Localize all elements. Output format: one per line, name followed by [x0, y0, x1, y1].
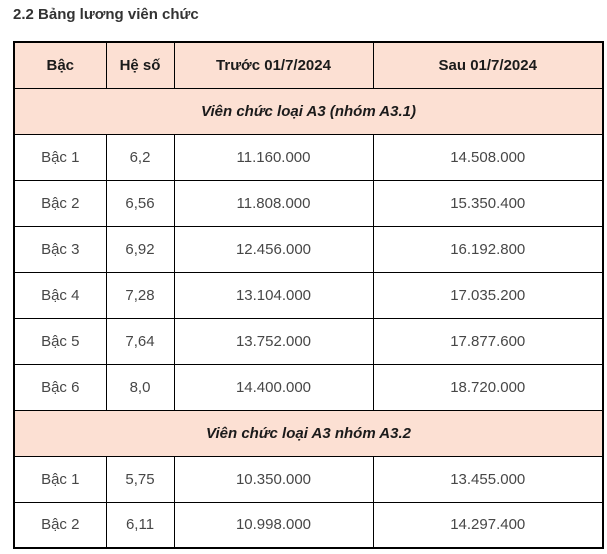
salary-table — [13, 41, 604, 549]
column-header-truoc-0172024: Trước 01/7/2024 — [174, 42, 373, 88]
table-row — [14, 226, 603, 272]
section-title-a32: Viên chức loại A3 nhóm A3.2 — [14, 410, 603, 456]
header-row — [14, 42, 603, 88]
cell-sau: 16.192.800 — [373, 226, 603, 272]
cell-bac: Bậc 1 — [14, 134, 106, 180]
cell-truoc: 13.752.000 — [174, 318, 373, 364]
cell-he-so: 6,2 — [106, 134, 174, 180]
cell-bac: Bậc 5 — [14, 318, 106, 364]
table-row — [14, 502, 603, 548]
table-row — [14, 456, 603, 502]
cell-he-so: 6,56 — [106, 180, 174, 226]
cell-bac: Bậc 1 — [14, 456, 106, 502]
column-header-he-so: Hệ số — [106, 42, 174, 88]
cell-sau: 14.297.400 — [373, 502, 603, 548]
cell-sau: 17.035.200 — [373, 272, 603, 318]
column-header-sau-0172024: Sau 01/7/2024 — [373, 42, 603, 88]
cell-sau: 13.455.000 — [373, 456, 603, 502]
cell-he-so: 7,64 — [106, 318, 174, 364]
cell-sau: 15.350.400 — [373, 180, 603, 226]
cell-bac: Bậc 2 — [14, 180, 106, 226]
cell-bac: Bậc 2 — [14, 502, 106, 548]
cell-bac: Bậc 4 — [14, 272, 106, 318]
page-title: 2.2 Bảng lương viên chức — [13, 6, 199, 23]
cell-truoc: 11.160.000 — [174, 134, 373, 180]
cell-he-so: 5,75 — [106, 456, 174, 502]
cell-bac: Bậc 6 — [14, 364, 106, 410]
section-header-row-a32 — [14, 410, 603, 456]
cell-truoc: 10.350.000 — [174, 456, 373, 502]
table-row — [14, 364, 603, 410]
cell-truoc: 13.104.000 — [174, 272, 373, 318]
cell-truoc: 11.808.000 — [174, 180, 373, 226]
cell-he-so: 7,28 — [106, 272, 174, 318]
cell-he-so: 6,11 — [106, 502, 174, 548]
table-row — [14, 180, 603, 226]
column-header-bac: Bậc — [14, 42, 106, 88]
cell-sau: 18.720.000 — [373, 364, 603, 410]
table-row — [14, 134, 603, 180]
cell-truoc: 14.400.000 — [174, 364, 373, 410]
cell-truoc: 10.998.000 — [174, 502, 373, 548]
section-title-a31: Viên chức loại A3 (nhóm A3.1) — [14, 88, 603, 134]
table-row — [14, 318, 603, 364]
cell-sau: 17.877.600 — [373, 318, 603, 364]
cell-bac: Bậc 3 — [14, 226, 106, 272]
cell-truoc: 12.456.000 — [174, 226, 373, 272]
cell-sau: 14.508.000 — [373, 134, 603, 180]
section-header-row-a31 — [14, 88, 603, 134]
table-row — [14, 272, 603, 318]
cell-he-so: 6,92 — [106, 226, 174, 272]
cell-he-so: 8,0 — [106, 364, 174, 410]
